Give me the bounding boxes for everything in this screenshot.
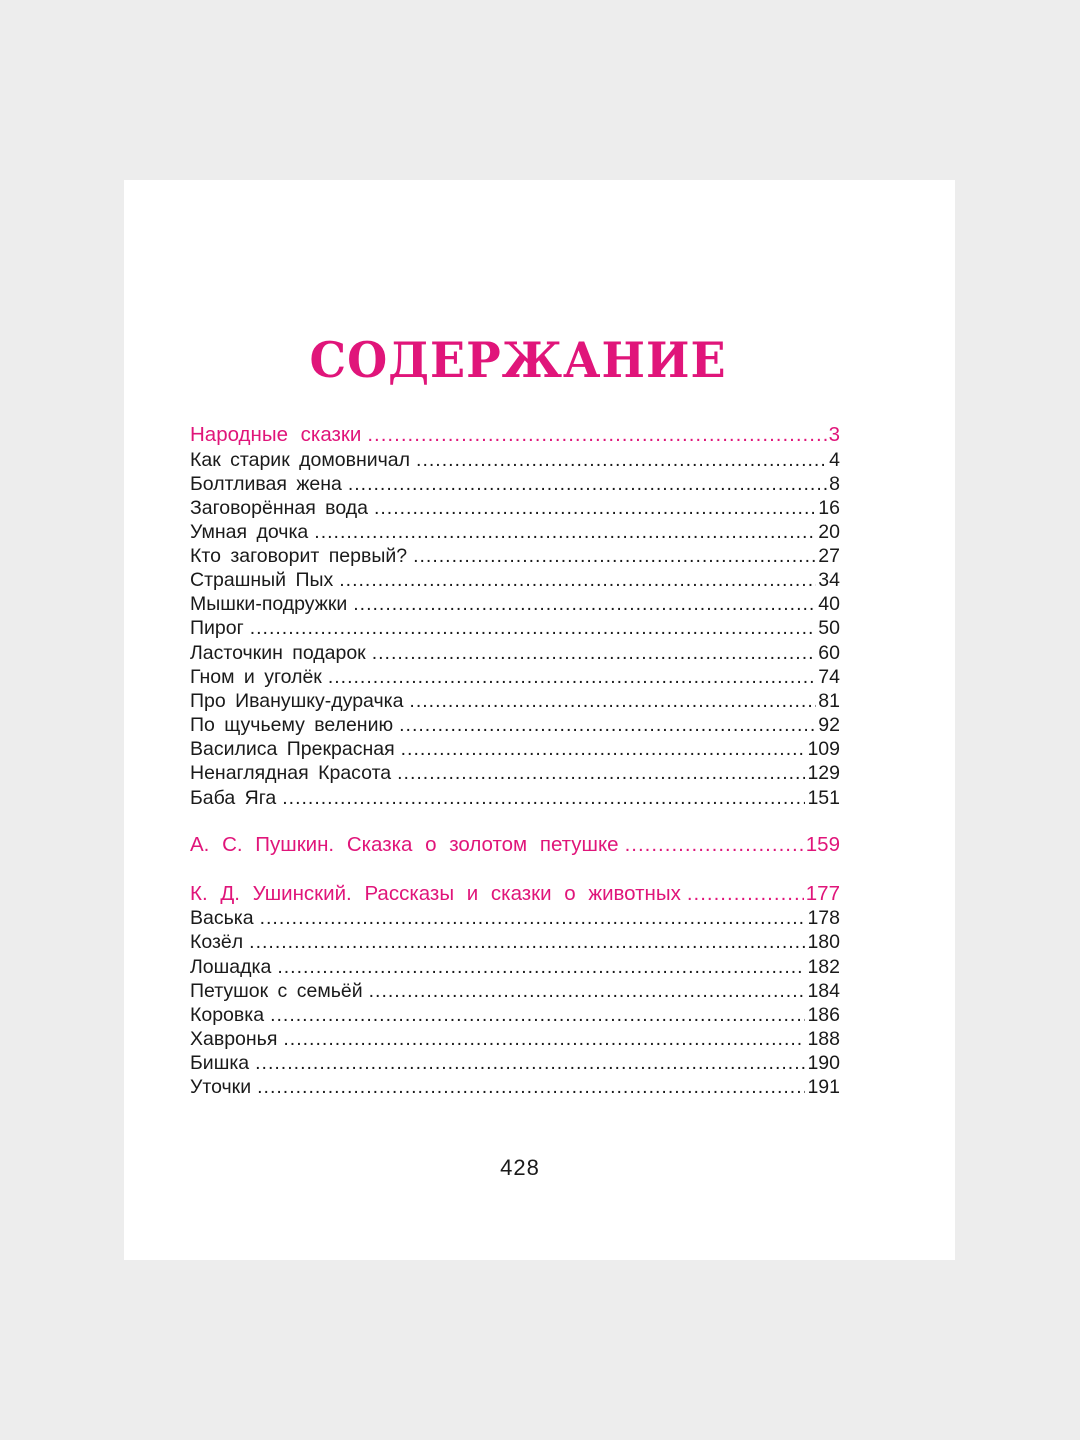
toc-label: Страшный Пых bbox=[190, 569, 334, 591]
dot-leader bbox=[260, 906, 806, 930]
toc-label: Хавронья bbox=[190, 1028, 278, 1050]
toc-label: Мышки-подружки bbox=[190, 593, 348, 615]
toc-entry[interactable] bbox=[190, 737, 840, 761]
toc-label: Заговорённая вода bbox=[190, 497, 368, 519]
toc-label: По щучьему велению bbox=[190, 714, 394, 736]
toc-label: Лошадка bbox=[190, 956, 272, 978]
dot-leader bbox=[413, 544, 816, 568]
toc-section-heading[interactable] bbox=[190, 882, 840, 906]
toc-entry[interactable] bbox=[190, 520, 840, 544]
toc-page-number: 74 bbox=[818, 666, 840, 688]
toc-label: Коровка bbox=[190, 1004, 265, 1026]
toc-label: Уточки bbox=[190, 1076, 252, 1098]
toc-entry[interactable] bbox=[190, 713, 840, 737]
dot-leader bbox=[250, 616, 817, 640]
toc-entry[interactable] bbox=[190, 906, 840, 930]
dot-leader bbox=[314, 520, 816, 544]
toc-entry[interactable] bbox=[190, 1003, 840, 1027]
dot-leader bbox=[399, 713, 816, 737]
toc-label: Про Иванушку-дурачка bbox=[190, 690, 404, 712]
toc-label: Козёл bbox=[190, 931, 244, 953]
toc-entry[interactable] bbox=[190, 786, 840, 810]
toc-label: Васька bbox=[190, 907, 254, 929]
toc-entry[interactable] bbox=[190, 955, 840, 979]
toc-section-heading[interactable] bbox=[190, 833, 840, 857]
toc-page-number: 180 bbox=[807, 931, 840, 953]
toc-page-number: 190 bbox=[807, 1052, 840, 1074]
toc-page-number: 109 bbox=[807, 738, 840, 760]
toc-label: Болтливая жена bbox=[190, 473, 342, 495]
dot-leader bbox=[257, 1075, 805, 1099]
toc-entry[interactable] bbox=[190, 592, 840, 616]
dot-leader bbox=[416, 448, 827, 472]
dot-leader bbox=[687, 882, 804, 906]
toc-page-number: 81 bbox=[818, 690, 840, 712]
toc-page-number: 184 bbox=[807, 980, 840, 1002]
toc-label: Народные сказки bbox=[190, 423, 362, 446]
dot-leader bbox=[401, 737, 806, 761]
dot-leader bbox=[283, 1027, 805, 1051]
toc-label: Пирог bbox=[190, 617, 244, 639]
dot-leader bbox=[249, 930, 805, 954]
toc-page-number: 182 bbox=[807, 956, 840, 978]
dot-leader bbox=[397, 761, 805, 785]
toc-page-number: 178 bbox=[807, 907, 840, 929]
page-title: СОДЕРЖАНИЕ bbox=[309, 331, 727, 389]
toc-label: К. Д. Ушинский. Рассказы и сказки о животных bbox=[190, 882, 681, 905]
toc-entry[interactable] bbox=[190, 761, 840, 785]
toc-page-number: 151 bbox=[807, 787, 840, 809]
toc-entry[interactable] bbox=[190, 689, 840, 713]
dot-leader bbox=[328, 665, 816, 689]
dot-leader bbox=[282, 786, 805, 810]
toc-label: Петушок с семьёй bbox=[190, 980, 363, 1002]
toc-label: Гном и уголёк bbox=[190, 666, 322, 688]
toc-label: Ненаглядная Красота bbox=[190, 762, 392, 784]
toc-entry[interactable] bbox=[190, 979, 840, 1003]
toc-page-number: 129 bbox=[807, 762, 840, 784]
toc-entry[interactable] bbox=[190, 1051, 840, 1075]
toc-page-number: 191 bbox=[807, 1076, 840, 1098]
toc-entry[interactable] bbox=[190, 665, 840, 689]
toc-page-number: 92 bbox=[818, 714, 840, 736]
dot-leader bbox=[353, 592, 816, 616]
toc-entry[interactable] bbox=[190, 930, 840, 954]
toc-label: Баба Яга bbox=[190, 787, 277, 809]
dot-leader bbox=[277, 955, 805, 979]
toc-entry[interactable] bbox=[190, 448, 840, 472]
dot-leader bbox=[374, 496, 816, 520]
dot-leader bbox=[625, 833, 804, 857]
toc-entry[interactable] bbox=[190, 1075, 840, 1099]
dot-leader bbox=[255, 1051, 805, 1075]
toc-label: Как старик домовничал bbox=[190, 449, 411, 471]
toc-entry[interactable] bbox=[190, 544, 840, 568]
toc-page-number: 34 bbox=[818, 569, 840, 591]
toc-section-heading[interactable] bbox=[190, 423, 840, 447]
page-number: 428 bbox=[500, 1155, 540, 1180]
toc-page-number: 188 bbox=[807, 1028, 840, 1050]
toc-entry[interactable] bbox=[190, 616, 840, 640]
dot-leader bbox=[367, 423, 826, 447]
toc-entry[interactable] bbox=[190, 568, 840, 592]
toc-page-number: 159 bbox=[805, 833, 840, 856]
toc-page-number: 177 bbox=[805, 882, 840, 905]
toc-page-number: 50 bbox=[818, 617, 840, 639]
toc-entry[interactable] bbox=[190, 496, 840, 520]
toc-page-number: 40 bbox=[818, 593, 840, 615]
toc-page-number: 186 bbox=[807, 1004, 840, 1026]
toc-page-number: 27 bbox=[818, 545, 840, 567]
toc-page-number: 4 bbox=[829, 449, 840, 471]
dot-leader bbox=[339, 568, 816, 592]
toc-label: Василиса Прекрасная bbox=[190, 738, 395, 760]
toc-label: Умная дочка bbox=[190, 521, 309, 543]
dot-leader bbox=[369, 979, 806, 1003]
toc-page-number: 60 bbox=[818, 642, 840, 664]
dot-leader bbox=[372, 641, 817, 665]
toc-label: Ласточкин подарок bbox=[190, 642, 366, 664]
toc-label: Кто заговорит первый? bbox=[190, 545, 408, 567]
toc-entry[interactable] bbox=[190, 1027, 840, 1051]
toc-label: Бишка bbox=[190, 1052, 250, 1074]
toc-entry[interactable] bbox=[190, 641, 840, 665]
toc-entry[interactable] bbox=[190, 472, 840, 496]
toc-page-number: 16 bbox=[818, 497, 840, 519]
toc-label: А. С. Пушкин. Сказка о золотом петушке bbox=[190, 833, 619, 856]
dot-leader bbox=[270, 1003, 805, 1027]
toc-page-number: 20 bbox=[818, 521, 840, 543]
toc-page-number: 8 bbox=[829, 473, 840, 495]
toc-page-number: 3 bbox=[828, 423, 840, 446]
dot-leader bbox=[348, 472, 827, 496]
dot-leader bbox=[409, 689, 816, 713]
